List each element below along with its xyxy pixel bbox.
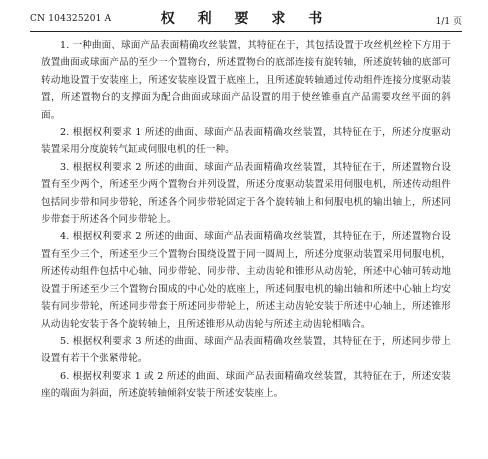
page-number: 1/1 页 bbox=[435, 17, 462, 27]
claim-2: 2. 根据权利要求 1 所述的曲面、球面产品表面精确攻丝装置，其特征在于，所述分度驱动装置采用分度旋转气缸或伺服电机的任一种。 bbox=[41, 127, 451, 156]
publication-number: CN 104325201 A bbox=[30, 14, 112, 24]
claims-list bbox=[41, 37, 451, 403]
page-header bbox=[30, 8, 462, 30]
claim-1: 1. 一种曲面、球面产品表面精确攻丝装置，其特征在于，其包括设置于攻丝机丝栓下方用于放置曲面或球面产品的至少一个置物台，所述置物台的底部连接有旋转轴，所述旋转轴的底部可转动地设置于安装座上，所述安装座设置于底座上，且所述旋转轴通过传动组件连接分度驱动装置，所述置物台的支撑面为配合曲面或球面产品设置的用于使丝锥垂直产品需要攻丝平面的斜面。 bbox=[41, 40, 451, 121]
header-rule bbox=[30, 31, 462, 32]
claim-5: 5. 根据权利要求 3 所述的曲面、球面产品表面精确攻丝装置，其特征在于，所述同步带上设置有若干个张紧带轮。 bbox=[41, 335, 451, 365]
document-title: 权 利 要 求 书 bbox=[160, 11, 332, 27]
claim-3: 3. 根据权利要求 2 所述的曲面、球面产品表面精确攻丝装置，其特征在于，所述置物台设置有至少两个，所述至少两个置物台并列设置，所述分度驱动装置采用伺服电机，所述传动组件包括同步带和同步带轮，所述各个同步带轮固定于各个旋转轴上和伺服电机的输出轴上，所述同步带套于所述各个同步带轮上。 bbox=[41, 161, 451, 226]
claim-6: 6. 根据权利要求 1 或 2 所述的曲面、球面产品表面精确攻丝装置，其特征在于，所述安装座的端面为斜面，所述旋转轴倾斜安装于所述安装座上。 bbox=[41, 370, 451, 400]
claim-4: 4. 根据权利要求 2 所述的曲面、球面产品表面精确攻丝装置，其特征在于，所述置物台设置有至少三个，所述至少三个置物台围绕设置于同一圆周上，所述分度驱动装置采用伺服电机，所述传动组件包括中心轴、同步带轮、同步带、主动齿轮和锥形从动齿轮，所述中心轴可转动地设置于所述至少三个置物台围成的中心处的底座上，所述伺服电机的输出轴和所述中心轴上均安装有同步带轮，所述同步带套于所述同步带轮上，所述主动齿轮安装于所述中心轴上，所述锥形从动齿轮安装于各个旋转轴上，且所述锥形从动齿轮与所述主动齿轮相啮合。 bbox=[41, 231, 451, 330]
